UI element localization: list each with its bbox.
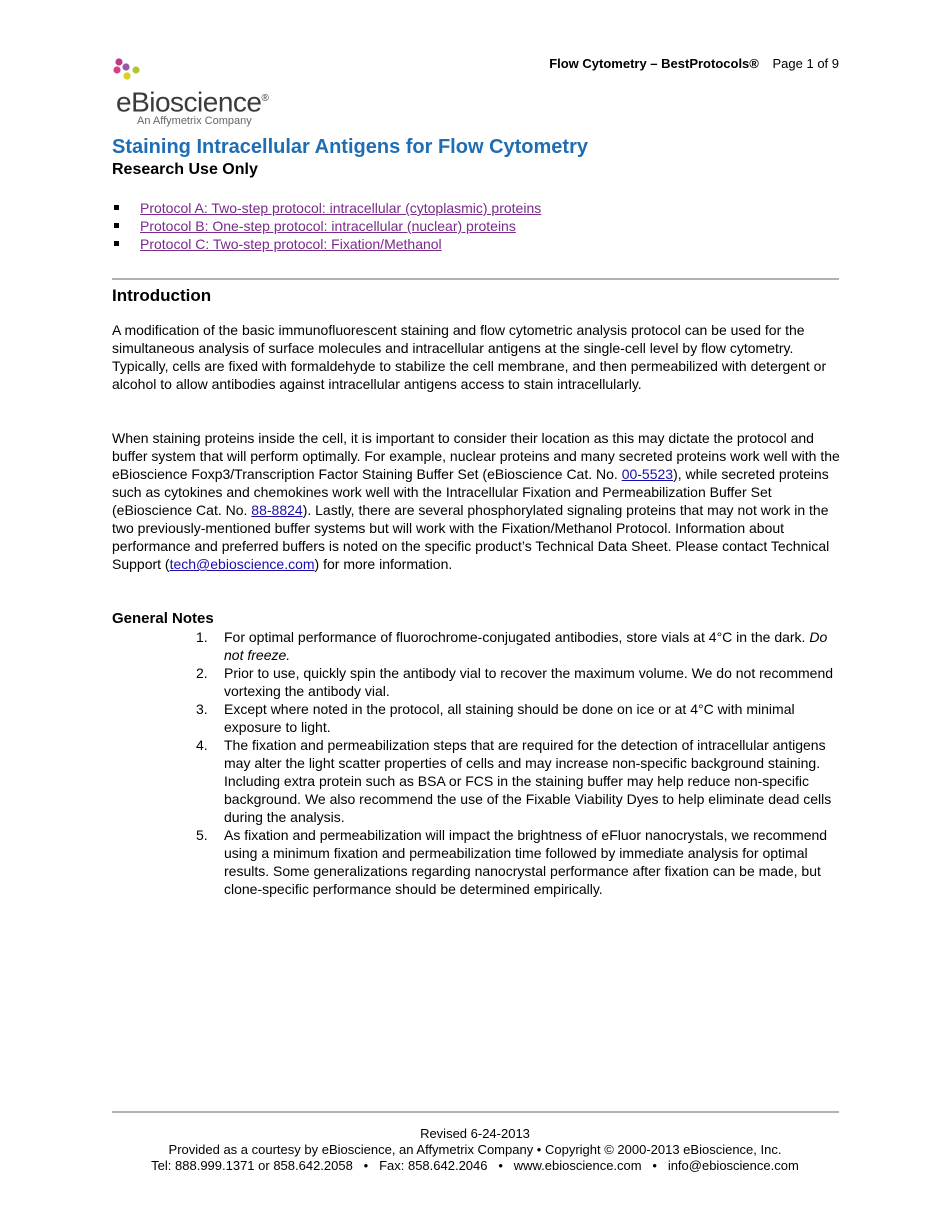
logo-dot bbox=[115, 58, 122, 65]
list-item: 2. Prior to use, quickly spin the antibody vial to recover the maximum volume. We do not recommend vortexing the antibody vial. bbox=[196, 665, 834, 699]
footer-divider bbox=[112, 1111, 839, 1113]
square-bullet-icon bbox=[114, 205, 119, 210]
cat-00-5523-link[interactable]: 00-5523 bbox=[621, 466, 674, 482]
page-subtitle: Research Use Only bbox=[112, 161, 258, 178]
logo-dot bbox=[132, 66, 139, 73]
cat-88-8824-link[interactable]: 88-8824 bbox=[251, 502, 303, 518]
square-bullet-icon bbox=[114, 241, 119, 246]
tech-support-email-link[interactable]: tech@ebioscience.com bbox=[169, 556, 315, 572]
logo-dot bbox=[113, 66, 120, 73]
list-item: 5. As fixation and permeabilization will impact the brightness of eFluor nanocrystals, we recommend using a minimum fixation and permeabilization time followed by immediate analysis for optimal results. Some generalizations regarding nanocrystal performance after fixation can be made, but clone-specific performance should be determined empirically. bbox=[196, 827, 828, 897]
logo-wordmark: eBioscience® bbox=[116, 86, 269, 118]
list-item: 4. The fixation and permeabilization steps that are required for the detection of intracellular antigens may alter the light scatter properties of cells and may increase non-specific background staining. Including extra protein such as BSA or FCS in the staining buffer may help reduce non-specific background. We also recommend the use of the Fixable Viability Dyes to help eliminate dead cells during the analysis. bbox=[196, 737, 832, 825]
protocol-a-link[interactable]: Protocol A: Two-step protocol: intracellular (cytoplasmic) proteins bbox=[140, 200, 542, 216]
list-item: 3. Except where noted in the protocol, all staining should be done on ice or at 4°C with minimal exposure to light. bbox=[196, 701, 795, 735]
page-title: Staining Intracellular Antigens for Flow Cytometry bbox=[112, 136, 588, 158]
list-item: 1. For optimal performance of fluorochrome-conjugated antibodies, store vials at 4°C in the dark. Do not freeze. bbox=[196, 629, 828, 663]
footer-contact: Tel: 888.999.1371 or 858.642.2058 • Fax: 858.642.2046 • www.ebioscience.com • info@ebioscience.com bbox=[151, 1158, 799, 1173]
running-header bbox=[549, 56, 839, 72]
header-doc-title: Flow Cytometry – BestProtocols® bbox=[549, 56, 759, 71]
footer-revised: Revised 6-24-2013 bbox=[420, 1126, 530, 1141]
logo-dot bbox=[122, 63, 129, 70]
introduction-heading: Introduction bbox=[112, 286, 212, 305]
logo-tagline: An Affymetrix Company bbox=[137, 115, 252, 127]
protocol-b-link[interactable]: Protocol B: One-step protocol: intracellular (nuclear) proteins bbox=[140, 218, 516, 234]
square-bullet-icon bbox=[114, 223, 119, 228]
logo-dot bbox=[123, 72, 130, 79]
header-page-number: Page 1 of 9 bbox=[772, 56, 839, 71]
ebioscience-logo bbox=[113, 58, 313, 130]
section-divider bbox=[112, 278, 839, 280]
general-notes-list bbox=[196, 628, 836, 898]
protocol-c-link[interactable]: Protocol C: Two-step protocol: Fixation/Methanol bbox=[140, 236, 442, 252]
introduction-paragraph-1: A modification of the basic immunofluorescent staining and flow cytometric analysis protocol can be used for the simultaneous analysis of surface molecules and intracellular antigens at the single-cell level by flow cytometry. Typically, cells are fixed with formaldehyde to stabilize the cell membrane, and then permeabilized with detergent or alcohol to allow antibodies against intracellular antigens access to stain intracellularly. bbox=[112, 322, 827, 392]
footer-courtesy: Provided as a courtesy by eBioscience, an Affymetrix Company • Copyright © 2000-2013 eBioscience, Inc. bbox=[168, 1142, 782, 1157]
introduction-paragraph-2: When staining proteins inside the cell, it is important to consider their location as this may dictate the protocol and buffer system that will perform optimally. For example, nuclear proteins and many secreted proteins work well with the eBioscience Foxp3/Transcription Factor Staining Buffer Set (eBioscience Cat. No. 00-5523), while secreted proteins such as cytokines and chemokines work well with the Intracellular Fixation and Permeabilization Buffer Set (eBioscience Cat. No. 88-8824). Lastly, there are several phosphorylated signaling proteins that may not work in the two previously-mentioned buffer systems but will work with the Fixation/Methanol Protocol. Information about performance and preferred buffers is noted on the specific product’s Technical Data Sheet. Please contact Technical Support (tech@ebioscience.com) for more information. bbox=[112, 430, 840, 572]
general-notes-heading: General Notes bbox=[112, 610, 214, 627]
